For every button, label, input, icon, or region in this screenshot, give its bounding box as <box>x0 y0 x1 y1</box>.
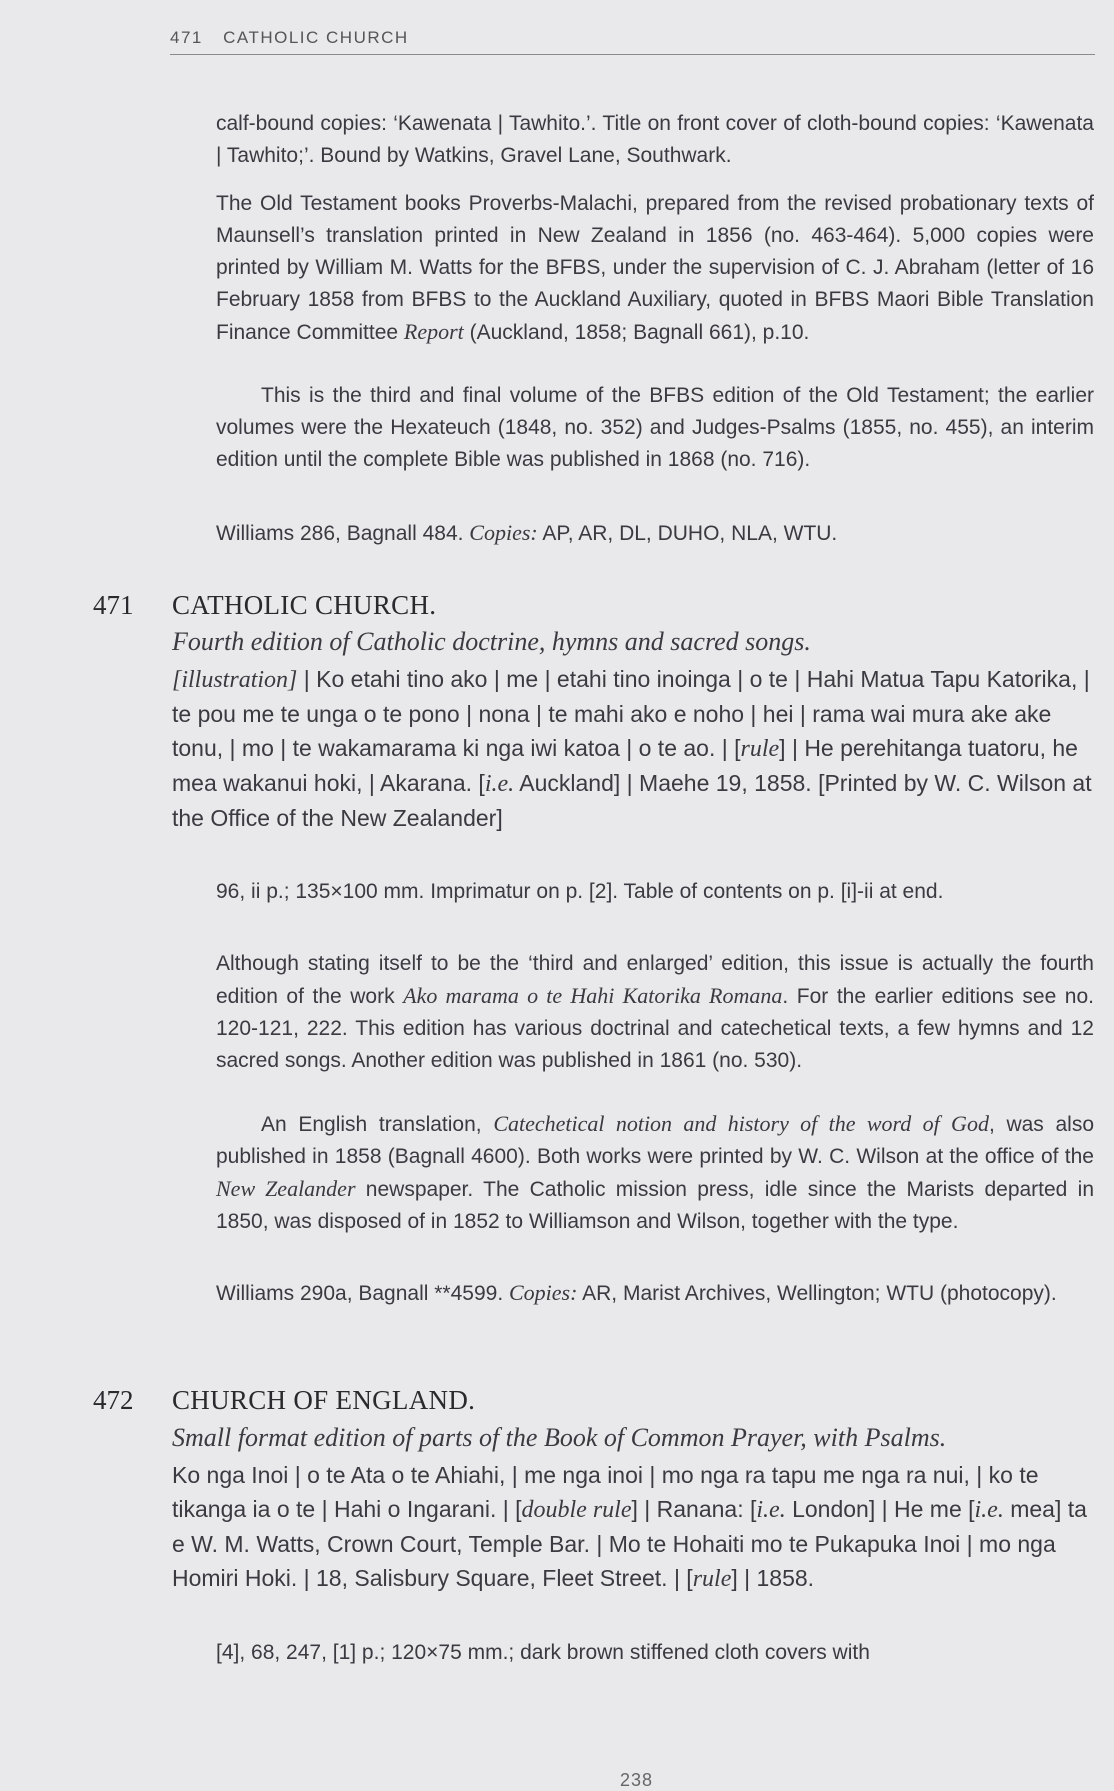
running-head-title: CATHOLIC CHURCH <box>223 28 409 47</box>
text-run: (Auckland, 1858; Bagnall 661), p.10. <box>463 321 810 344</box>
text-run: Williams 286, Bagnall 484. <box>216 522 470 545</box>
prev-entry-references <box>216 517 1094 550</box>
entry-subtitle: Fourth edition of Catholic doctrine, hymns and sacred songs. <box>172 627 811 656</box>
italic-text: i.e. <box>756 1497 786 1523</box>
text-run: AR, Marist Archives, Wellington; WTU (photocopy). <box>577 1282 1057 1305</box>
text-run: Although stating itself to be the ‘third and enlarged’ edition, this issue is actually the fourth edition of the work <box>216 952 1094 1008</box>
text-run: newspaper. The Catholic mission press, idle since the Marists departed in 1850, was disposed of in 1852 to Williamson and Wilson, together with the type. <box>216 1178 1094 1233</box>
title-transcription <box>172 662 1094 835</box>
copies-label: Copies: <box>509 1280 578 1305</box>
text-run: , was also published in 1858 (Bagnall 4600). Both works were printed by W. C. Wilson at the office of the <box>216 1113 1095 1168</box>
entry-subtitle: Small format edition of parts of the Book of Common Prayer, with Psalms. <box>172 1423 947 1452</box>
collation: [4], 68, 247, [1] p.; 120×75 mm.; dark brown stiffened cloth covers with <box>216 1641 870 1664</box>
italic-title: Ako marama o te Hahi Katorika Romana <box>403 983 783 1008</box>
text-run: Williams 290a, Bagnall **4599. <box>216 1282 509 1305</box>
text-run: ] | Ranana: [ <box>631 1496 757 1522</box>
text-run: | Ko etahi tino ako | me | etahi tino inoinga | o te | Hahi Matua Tapu Katorika, | te pou me te unga o te pono | nona | te mahi ako e noho | hei | rama wai mura ake ake tonu, | mo | te wakamarama ki nga iwi katoa | o te ao. | [ <box>172 666 1090 761</box>
entry-heading: CHURCH OF ENGLAND. <box>172 1385 476 1415</box>
italic-text: [illustration] <box>172 667 298 693</box>
entry-heading: CATHOLIC CHURCH. <box>172 590 437 620</box>
italic-text: rule <box>740 736 780 762</box>
running-head-number: 471 <box>170 28 203 47</box>
prev-entry-binding-note: calf-bound copies: ‘Kawenata | Tawhito.’. Title on front cover of cloth-bound copies: ‘Kawenata | Tawhito;’. Bound by Watkins, Gravel Lane, Southwark. <box>216 112 1094 167</box>
italic-title: Report <box>403 319 464 344</box>
italic-text: double rule <box>521 1497 632 1523</box>
edition-note <box>216 948 1094 1077</box>
italic-text: rule <box>692 1566 732 1592</box>
text-run: ] | He perehitanga tuatoru, he mea wakanui hoki, | Akarana. [ <box>172 735 1078 796</box>
italic-title: New Zealander <box>216 1176 356 1201</box>
text-run: An English translation, <box>261 1113 494 1136</box>
prev-entry-volume-note: This is the third and final volume of the BFBS edition of the Old Testament; the earlier volumes were the Hexateuch (1848, no. 352) and Judges-Psalms (1855, no. 455), an interim edition until the complete Bible was published in 1868 (no. 716). <box>216 384 1094 471</box>
collation: 96, ii p.; 135×100 mm. Imprimatur on p. [2]. Table of contents on p. [i]-ii at end. <box>216 880 944 903</box>
prev-entry-description <box>216 188 1094 349</box>
text-run: Ko nga Inoi | o te Ata o te Ahiahi, | me nga inoi | mo nga ra tapu me nga ra nui, | ko te tikanga ia o te | Hahi o Ingarani. | [ <box>172 1462 1039 1522</box>
italic-text: i.e. <box>974 1497 1004 1523</box>
italic-text: i.e. <box>484 771 515 797</box>
text-run: The Old Testament books Proverbs-Malachi, prepared from the revised probationary texts of Maunsell’s translation printed in New Zealand in 1856 (no. 463-464). 5,000 copies were printed by William M. Watts for the BFBS, under the supervision of C. J. Abraham (letter of 16 February 1858 from BFBS to the Auckland Auxiliary, quoted in BFBS Maori Bible Translation Finance Committee <box>216 192 1094 344</box>
text-run: Auckland] | Maehe 19, 1858. [Printed by W. C. Wilson at the Office of the New Zealander] <box>172 770 1092 831</box>
references <box>216 1277 1094 1310</box>
entry-number: 472 <box>93 1385 134 1415</box>
text-run: London] | He me [ <box>785 1496 975 1522</box>
entry-number: 471 <box>93 590 134 620</box>
translation-note <box>216 1108 1094 1238</box>
text-run: ] | 1858. <box>731 1565 815 1591</box>
text-run: AP, AR, DL, DUHO, NLA, WTU. <box>537 522 838 545</box>
page-number: 238 <box>620 1770 654 1790</box>
italic-title: Catechetical notion and history of the word of God <box>493 1111 989 1136</box>
copies-label: Copies: <box>469 520 538 545</box>
title-transcription <box>172 1458 1094 1596</box>
text-run: . For the earlier editions see no. 120-121, 222. This edition has various doctrinal and catechetical texts, a few hymns and 12 sacred songs. Another edition was published in 1861 (no. 530). <box>216 985 1095 1072</box>
running-head <box>170 28 1095 55</box>
text-run: mea] ta e W. M. Watts, Crown Court, Temple Bar. | Mo te Hohaiti mo te Pukapuka Inoi | mo nga Homiri Hoki. | 18, Salisbury Square, Fleet Street. | [ <box>172 1496 1087 1591</box>
